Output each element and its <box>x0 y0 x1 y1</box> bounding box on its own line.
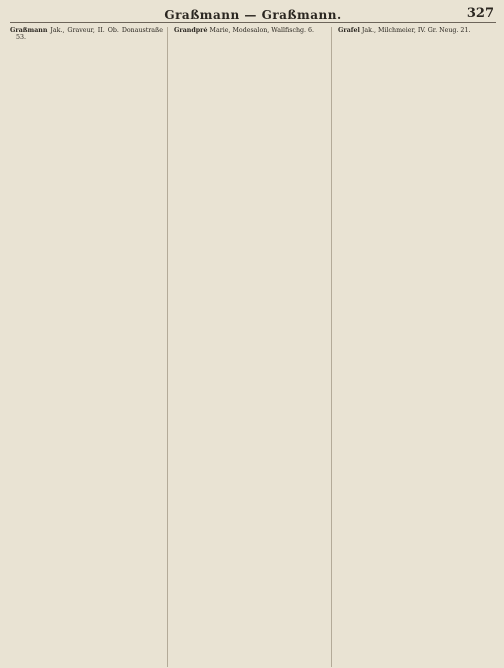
page-header <box>10 6 496 23</box>
running-head: Graßmann — Graßmann. <box>164 8 342 22</box>
entry-name: Graßmann <box>10 27 48 34</box>
entry-text: Jak., Milchmeier, IV. Gr. Neug. 21. <box>361 27 471 34</box>
column-1 <box>10 27 168 667</box>
directory-entry <box>338 27 492 34</box>
column-2 <box>174 27 332 667</box>
directory-entry <box>10 27 163 42</box>
entry-name: Grafel <box>338 27 360 34</box>
entry-text: Jak., Graveur, II. Ob. Donaustraße 53. <box>16 27 163 42</box>
directory-columns <box>10 27 496 667</box>
entry-name: Grandpré <box>174 27 208 34</box>
entry-text: Marie, Modesalon, Wallfischg. 6. <box>209 27 315 34</box>
column-3 <box>338 27 496 667</box>
directory-entry <box>174 27 327 34</box>
page-number: 327 <box>466 6 494 21</box>
